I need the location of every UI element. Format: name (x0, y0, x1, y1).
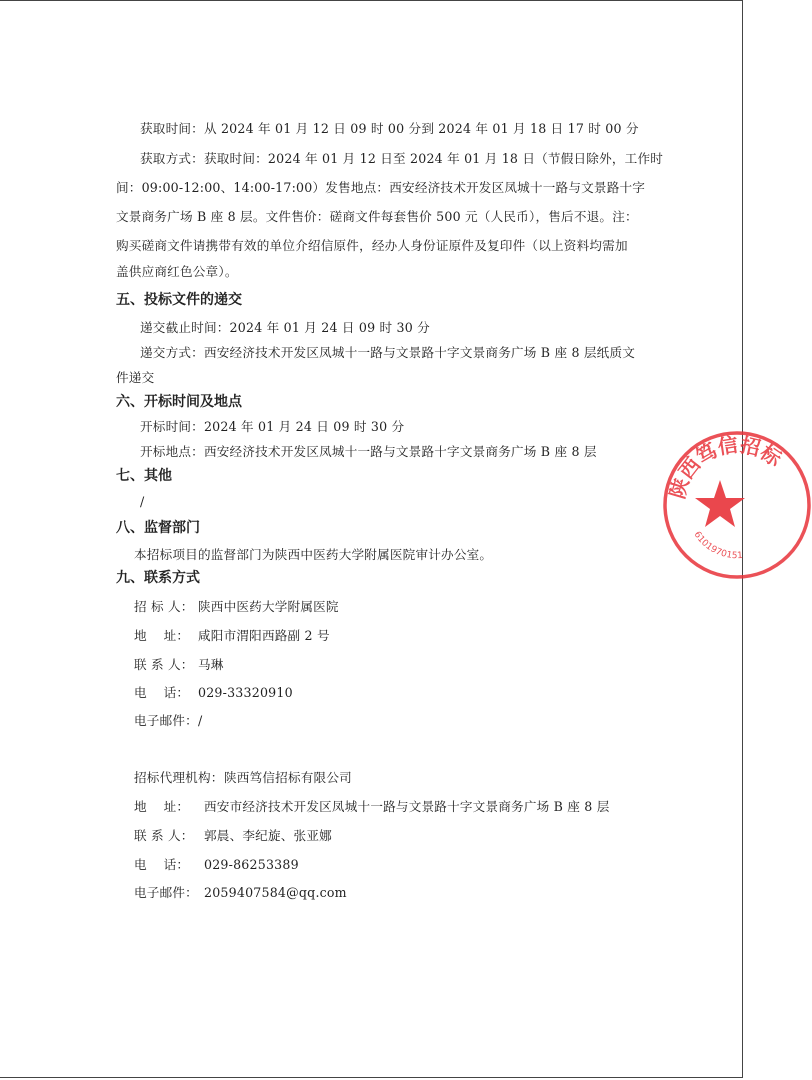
opening-time: 开标时间：2024 年 01 月 24 日 09 时 30 分 (140, 419, 405, 434)
purchaser-contact: 马琳 (198, 657, 224, 672)
seal-number: 6101970151 (691, 529, 744, 562)
submit-method-line-2: 件递交 (116, 370, 155, 385)
acquire-method-line-3: 文景商务广场 B 座 8 层。文件售价：磋商文件每套售价 500 元（人民币），售后不退。注： (116, 209, 638, 224)
purchaser-email-label: 电子邮件： (134, 713, 198, 728)
purchaser-name: 陕西中医药大学附属医院 (198, 599, 339, 614)
section5-heading: 五、投标文件的递交 (116, 292, 242, 308)
acquire-method-line-1: 获取方式：获取时间：2024 年 01 月 12 日至 2024 年 01 月 18 日（节假日除外，工作时 (140, 151, 664, 166)
other-content: / (140, 494, 145, 509)
purchaser-addr: 咸阳市渭阳西路副 2 号 (198, 628, 330, 643)
section7-heading: 七、其他 (116, 468, 172, 484)
agency-phone: 029-86253389 (204, 857, 299, 872)
agency-contact-label: 联 系 人： (134, 828, 194, 843)
agency-addr-label: 地 址： (134, 799, 190, 814)
purchaser-email: / (198, 713, 203, 728)
supervision-content: 本招标项目的监督部门为陕西中医药大学附属医院审计办公室。 (134, 547, 493, 562)
acquire-method-line-4: 购买磋商文件请携带有效的单位介绍信原件，经办人身份证原件及复印件（以上资料均需加 (116, 238, 628, 253)
seal-text: 陕西笃信招标 (665, 432, 787, 502)
acquire-method-line-2: 间：09:00-12:00、14:00-17:00）发售地点：西安经济技术开发区凤城十一路与文景路十字 (116, 180, 646, 195)
submit-method-line-1: 递交方式：西安经济技术开发区凤城十一路与文景路十字文景商务广场 B 座 8 层纸质文 (140, 345, 636, 360)
agency-email-label: 电子邮件： (134, 885, 198, 900)
opening-place: 开标地点：西安经济技术开发区凤城十一路与文景路十字文景商务广场 B 座 8 层 (140, 444, 597, 459)
purchaser-phone-label: 电 话： (134, 685, 190, 700)
agency-phone-label: 电 话： (134, 857, 190, 872)
agency-name: 陕西笃信招标有限公司 (224, 770, 352, 785)
agency-name-label: 招标代理机构： (134, 770, 224, 785)
submit-deadline: 递交截止时间：2024 年 01 月 24 日 09 时 30 分 (140, 320, 430, 335)
acquire-method-line-5: 盖供应商红色公章）。 (116, 264, 238, 279)
seal-star-icon (695, 480, 745, 527)
acquire-time: 获取时间：从 2024 年 01 月 12 日 09 时 00 分到 2024 年 01 月 18 日 17 时 00 分 (140, 121, 639, 136)
section9-heading: 九、联系方式 (116, 570, 200, 586)
agency-addr: 西安市经济技术开发区凤城十一路与文景路十字文景商务广场 B 座 8 层 (204, 799, 610, 814)
section6-heading: 六、开标时间及地点 (116, 394, 242, 410)
purchaser-contact-label: 联 系 人： (134, 657, 194, 672)
purchaser-name-label: 招 标 人： (134, 599, 194, 614)
company-seal (662, 430, 812, 580)
purchaser-addr-label: 地 址： (134, 628, 190, 643)
agency-contact: 郭晨、李纪旋、张亚娜 (204, 828, 332, 843)
section8-heading: 八、监督部门 (116, 520, 200, 536)
purchaser-phone: 029-33320910 (198, 685, 293, 700)
agency-email: 2059407584@qq.com (204, 885, 347, 900)
